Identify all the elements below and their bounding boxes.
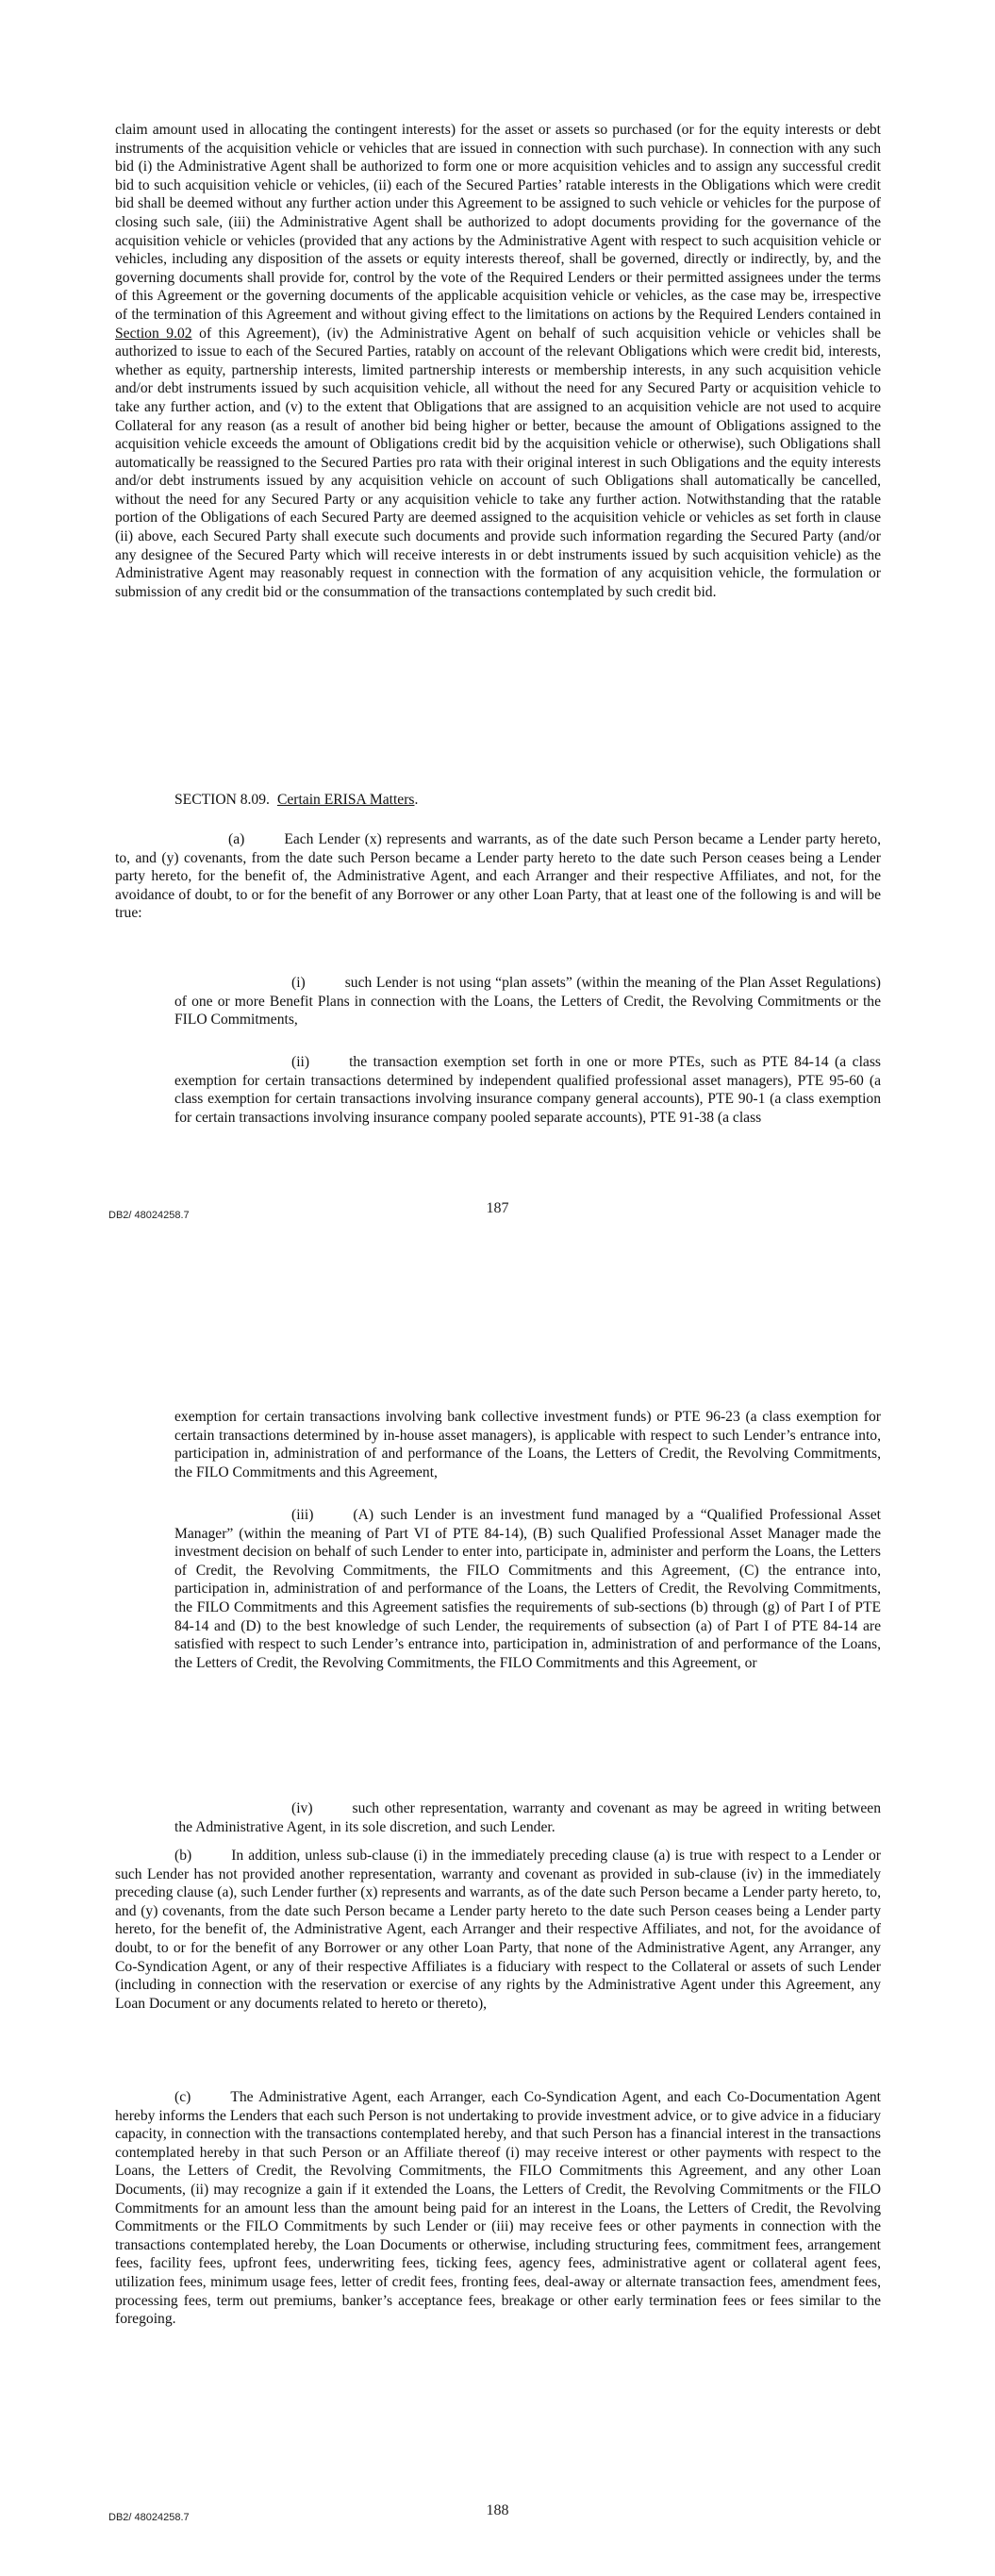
clause-c-label: (c) <box>174 2089 191 2105</box>
item-iii-label: (iii) <box>291 1507 314 1523</box>
section-title: Certain ERISA Matters <box>276 792 415 808</box>
continued-paragraph <box>115 121 881 601</box>
item-iii <box>174 1506 881 1672</box>
item-iii-text-a: (A) such Lender is an investment fund managed by a “Qualified Professional Asset Manager” (within the meaning of Part VI of PTE 84-14), (B) such Qualified Professional Asset Manager made the investment decision on behalf of such Lender to enter into, participate in, administer and perform the Loans, the Letters of Credit, the Revolving Commitments, the FILO Commitments and this Agreement, (C) the entrance into, participation in, administration of and performance of the Loans, the Letters of Credit, the Revolving Commitments, the FILO Commitments and this Agreement satisfies the requirements of sub-sections (b) through ( <box>174 1507 881 1615</box>
page-number: 187 <box>486 1200 509 1216</box>
clause-a <box>115 830 881 923</box>
item-i-text: such Lender is not using “plan assets” (within the meaning of the Plan Asset Regulations) of one or more Benefit Plans in connection with the Loans, the Letters of Credit, the Revolving Commitments or the FILO Commitments, <box>174 975 881 1029</box>
item-ii-continued: exemption for certain transactions involving bank collective investment funds) or PTE 96-23 (a class exemption for certain transactions determined by in-house asset managers), is applicable with respect to such Lender’s entrance into, participation in, administration of and performance of the Loans, the Letters of Credit, the Revolving Commitments, the FILO Commitments and this Agreement, <box>174 1409 881 1480</box>
section-9-02-link[interactable]: Section 9.02 <box>115 325 192 342</box>
item-i-label: (i) <box>291 975 306 991</box>
clause-c <box>115 2088 881 2329</box>
item-iv-label: (iv) <box>291 1800 313 1816</box>
section-title-period: . <box>414 792 419 808</box>
clause-b-text: In addition, unless sub-clause (i) in the immediately preceding clause (a) is true with respect to a Lender or such Lender has not provided another representation, warranty and covenant as provided in sub-clause (iv) in the immediately preceding clause (a), such Lender further (x) represents and warrants, as of the date such Person became a Lender party hereto, to, and (y) covenants, from the date such Person became a Lender party hereto to the date such Person ceases being a Lender party hereto, for the benefit of, the Administrative Agent, each Arranger and their respective Affiliates, and not, for the avoidance of doubt, to or for the benefit of any Borrower or any other Loan Party, that none of the Administrative Agent, any Arranger, any Co-Syndication Agent, or any of their respective Affiliates is a fiduciary with respect to the Collateral or assets of such Lender (including in connection with the reservation or exercise of any rights by the Administrative Agent under this Agreement, any Loan Document or any documents related to hereto or thereto), <box>115 1848 881 2012</box>
item-ii-label: (ii) <box>291 1054 310 1070</box>
clause-c-text: The Administrative Agent, each Arranger, each Co-Syndication Agent, and each Co-Documentation Agent hereby informs the Lenders that each such Person is not undertaking to provide investment advice, or to give advice in a fiduciary capacity, in connection with the transactions contemplated hereby, and that such Person has a financial interest in the transactions contemplated hereby in that such Person or an Affiliate thereof (i) may receive interest or other payments with respect to the Loans, the Letters of Credit, the Revolving Commitments, the FILO Commitments this Agreement, and any other Loan Documents, (ii) may recognize a gain if it extended the Loans, the Letters of Credit, the Revolving Commitments or the FILO Commitments for an amount less than the amount being paid for an interest in the Loans, the Letters of Credit, the Revolving Commitments or the FILO Commitments by such Lender or (iii) may receive fees or other payments in connection with the transactions contemplated hereby, the Loan Documents or otherwise, including structuring fees, commitment fees, arrangement fees, facility fees, upfront fees, underwriting fees, ticking fees, agency fees, administrative agent or collateral agent fees, utilization fees, minimum usage fees, letter of credit fees, fronting fees, deal-away or alternate transaction fees, amendment fees, processing fees, term out premiums, banker’s acceptance fees, breakage or other early termination fees or fees similar to the foregoing. <box>115 2089 881 2328</box>
document-id: DB2/ 48024258.7 <box>108 1210 190 1221</box>
item-ii <box>174 1053 881 1127</box>
clause-a-text: Each Lender (x) represents and warrants, as of the date such Person became a Lender party hereto, to, and (y) covenants, from the date such Person became a Lender party hereto to the date such Person ceases being a Lender party hereto, for the benefit of, the Administrative Agent, and each Arranger and their respective Affiliates, and not, for the avoidance of doubt, to or for the benefit of any Borrower or any other Loan Party, that at least one of the following is and will be true: <box>115 831 881 922</box>
item-ii-text: the transaction exemption set forth in one or more PTEs, such as PTE 84-14 (a class exemption for certain transactions determined by independent qualified professional asset managers), PTE 95-60 (a class exemption for certain transactions involving insurance company general accounts), PTE 90-1 (a class exemption for certain transactions involving insurance company pooled separate accounts), PTE 91-38 (a class <box>174 1054 881 1126</box>
section-number: SECTION 8.09. <box>174 792 270 808</box>
clause-a-label: (a) <box>228 831 245 847</box>
item-iii-text-b: ) of Part I of PTE 84-14 and (D) to the best knowledge of such Lender, the requirements of subsection (a) of Part I of PTE 84-14 are satisfied with respect to such Lender’s entrance into, participation in, administration of and performance of the Loans, the Letters of Credit, the Revolving Commitments, the FILO Commitments and this Agreement, or <box>174 1598 881 1671</box>
page-number: 188 <box>486 2502 509 2518</box>
continued-text-b: of this Agreement), (iv) the Administrative Agent on behalf of such acquisition vehicle or vehicles shall be authorized to issue to each of the Secured Parties, ratably on account of the relevant Obligations which were credit bid, interests, whether as equity, partnership interests, limited partnership interests or membership interests, in any such acquisition vehicle and/or debt instruments issued by such acquisition vehicle, all without the need for any Secured Party or acquisition vehicle to take any further action, and (v) to the extent that Obligations that are assigned to an acquisition vehicle are not used to acquire Collateral for any reason (as a result of another bid being higher or better, because the amount of Obligations assigned to the acquisition vehicle exceeds the amount of Obligations credit bid by the acquisition vehicle or otherwise), such Obligations shall automatically be reassigned to the Secured Parties pro rata with their original interest in such Obligations and the equity interests and/or debt instruments issued by any acquisition vehicle on account of such Obligations shall automatically be cancelled, without the need for any Secured Party or any acquisition vehicle to take any further action. Notwithstanding that the ratable portion of the Obligations of each Secured Party are deemed assigned to the acquisition vehicle or vehicles as set forth in clause (ii) above, each Secured Party shall execute such documents and provide such information regarding the Secured Party (and/or any designee of the Secured Party which will receive interests in or debt instruments issued by such acquisition vehicle) as the Administrative Agent may reasonably request in connection with the formation of any acquisition vehicle, the formulation or submission of any credit bid or the consummation of the transactions contemplated by such credit bid. <box>115 325 881 600</box>
item-iii-link: g <box>767 1598 775 1615</box>
continued-text-a: claim amount used in allocating the contingent interests) for the asset or assets so purchased (or for the equity interests or debt instruments of the acquisition vehicle or vehicles that are issued in connection with such purchase). In connection with any such bid (i) the Administrative Agent shall be authorized to form one or more acquisition vehicles and to assign any successful credit bid to such acquisition vehicle or vehicles, (ii) each of the Secured Parties’ ratable interests in the Obligations which were credit bid shall be deemed without any further action under this Agreement to be assigned to such vehicle or vehicles for the purpose of closing such sale, (iii) the Administrative Agent shall be authorized to adopt documents providing for the governance of the acquisition vehicle or vehicles (provided that any actions by the Administrative Agent with respect to such acquisition vehicle or vehicles, including any disposition of the assets or equity interests thereof, shall be governed, directly or indirectly, by, and the governing documents shall provide for, control by the vote of the Required Lenders or their permitted assignees under the terms of this Agreement or the governing documents of the applicable acquisition vehicle or vehicles, as the case may be, irrespective of the termination of this Agreement and without giving effect to the limitations on actions by the Required Lenders contained in <box>115 122 881 323</box>
page-187 <box>0 0 995 1255</box>
item-iv-text: such other representation, warranty and covenant as may be agreed in writing between the Administrative Agent, in its sole discretion, and such Lender. <box>174 1800 881 1835</box>
item-i <box>174 974 881 1029</box>
clause-b-label: (b) <box>174 1848 192 1864</box>
section-heading <box>174 791 881 810</box>
clause-b <box>115 1847 881 2013</box>
item-iv <box>174 1799 881 1836</box>
page-188 <box>0 1288 995 2576</box>
document-id: DB2/ 48024258.7 <box>108 2512 190 2523</box>
